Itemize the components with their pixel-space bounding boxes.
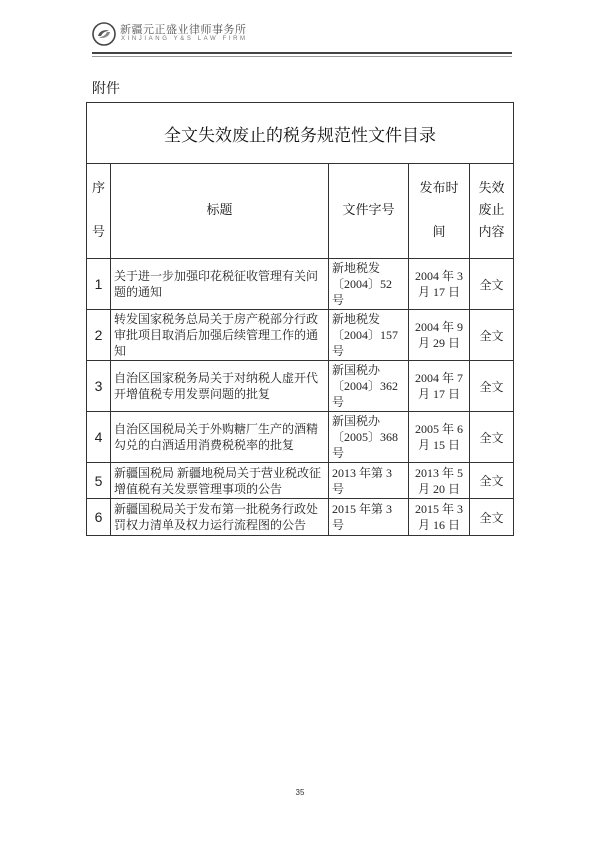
header-seq-line: 序 — [91, 181, 105, 196]
row-seq: 1 — [87, 259, 111, 310]
header-rule — [92, 52, 512, 54]
row-title: 新疆国税局关于发布第一批税务行政处罚权力清单及权力运行流程图的公告 — [111, 499, 329, 536]
row-title: 自治区国家税务局关于对纳税人虚开代开增值税专用发票问题的批复 — [111, 361, 329, 412]
header-title: 标题 — [111, 164, 329, 259]
header-scope — [470, 164, 514, 259]
row-doc-number: 新国税办〔2005〕368 号 — [329, 412, 409, 463]
header-rule-thin — [92, 56, 512, 57]
table-row — [87, 499, 514, 536]
header-date-line: 发布时 — [419, 181, 459, 196]
firm-name-cn: 新疆元正盛业律师事务所 — [120, 23, 247, 36]
row-doc-number: 新地税发〔2004〕52 号 — [329, 259, 409, 310]
row-seq: 3 — [87, 361, 111, 412]
row-date: 2005 年 6 月 15 日 — [409, 412, 470, 463]
row-seq: 5 — [87, 463, 111, 499]
row-scope: 全文 — [470, 499, 514, 536]
table-row — [87, 310, 514, 361]
attachment-label: 附件 — [92, 81, 120, 97]
firm-name-en: XINJIANG Y&S LAW FIRM — [121, 36, 248, 42]
header-scope-line: 失效 — [478, 181, 505, 196]
row-date: 2004 年 3 月 17 日 — [409, 259, 470, 310]
table-title: 全文失效废止的税务规范性文件目录 — [87, 103, 514, 164]
table-row — [87, 259, 514, 310]
row-seq: 4 — [87, 412, 111, 463]
row-date: 2013 年 5 月 20 日 — [409, 463, 470, 499]
row-seq: 2 — [87, 310, 111, 361]
letterhead — [92, 20, 512, 50]
table-header-row — [87, 164, 514, 259]
row-doc-number: 2013 年第 3 号 — [329, 463, 409, 499]
row-date: 2004 年 9 月 29 日 — [409, 310, 470, 361]
firm-logo-icon — [92, 22, 116, 46]
row-scope: 全文 — [470, 463, 514, 499]
row-scope: 全文 — [470, 310, 514, 361]
header-date — [409, 164, 470, 259]
table-row — [87, 412, 514, 463]
row-title: 关于进一步加强印花税征收管理有关问题的通知 — [111, 259, 329, 310]
header-date-line: 间 — [432, 225, 446, 240]
table-row — [87, 361, 514, 412]
row-title: 转发国家税务总局关于房产税部分行政审批项目取消后加强后续管理工作的通知 — [111, 310, 329, 361]
row-seq: 6 — [87, 499, 111, 536]
table-row — [87, 463, 514, 499]
header-scope-line: 内容 — [478, 225, 505, 240]
row-date: 2015 年 3 月 16 日 — [409, 499, 470, 536]
header-scope-line: 废止 — [478, 203, 505, 218]
page-number: 35 — [295, 788, 305, 797]
row-scope: 全文 — [470, 412, 514, 463]
row-doc-number: 新国税办〔2004〕362 号 — [329, 361, 409, 412]
row-date: 2004 年 7 月 17 日 — [409, 361, 470, 412]
row-title: 自治区国税局关于外购糖厂生产的酒精勾兑的白酒适用消费税税率的批复 — [111, 412, 329, 463]
header-seq-line: 号 — [91, 225, 105, 240]
header-doc-number: 文件字号 — [329, 164, 409, 259]
row-scope: 全文 — [470, 361, 514, 412]
invalidated-documents-table — [86, 102, 514, 536]
header-seq — [87, 164, 111, 259]
row-title: 新疆国税局 新疆地税局关于营业税改征增值税有关发票管理事项的公告 — [111, 463, 329, 499]
row-doc-number: 2015 年第 3 号 — [329, 499, 409, 536]
row-scope: 全文 — [470, 259, 514, 310]
row-doc-number: 新地税发〔2004〕157 号 — [329, 310, 409, 361]
